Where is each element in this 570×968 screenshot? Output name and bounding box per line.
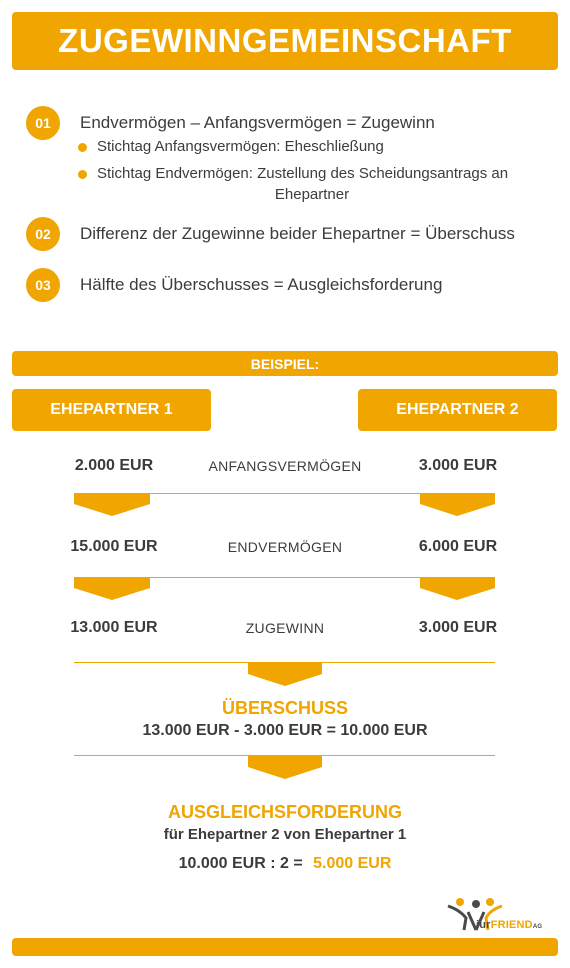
partner-1-value: 2.000 EUR [74, 457, 154, 474]
arrow-down-icon [248, 662, 322, 686]
claim-result: 5.000 EUR [313, 855, 392, 872]
row-1-connector [0, 488, 570, 520]
bullet-text: Ehepartner [274, 186, 350, 203]
step-number-badge: 01 [26, 106, 60, 140]
row-label: ANFANGSVERMÖGEN [208, 458, 362, 474]
zugewinn-connector [0, 658, 570, 690]
step-text: Endvermögen – Anfangsvermögen = Zugewinn [80, 113, 435, 132]
step-text: Hälfte des Überschusses = Ausgleichsforderung [80, 275, 443, 294]
claim-formula-line [60, 855, 510, 873]
bullet-text: Stichtag Endvermögen: Zustellung des Scheidungsantrags an [97, 165, 509, 182]
claim-heading: AUSGLEICHSFORDERUNG [167, 802, 402, 822]
footer-bar [12, 938, 558, 956]
claim-formula: 10.000 EUR : 2 = [178, 855, 303, 872]
arrow-down-icon [420, 493, 495, 516]
arrow-down-icon [74, 493, 150, 516]
page-title: ZUGEWINNGEMEINSCHAFT [58, 22, 512, 59]
bullet-text: Stichtag Anfangsvermögen: Eheschließung [97, 138, 384, 155]
row-label: ZUGEWINN [245, 620, 325, 636]
surplus-heading: ÜBERSCHUSS [221, 698, 349, 718]
partner-1-label: EHEPARTNER 1 [50, 401, 173, 418]
step-text: Differenz der Zugewinne beider Ehepartner = Überschuss [80, 224, 515, 243]
example-label: BEISPIEL: [250, 355, 320, 372]
step-number-badge: 02 [26, 217, 60, 251]
partner-2-header [358, 389, 557, 431]
bullet-item [78, 136, 527, 158]
partner-2-label: EHEPARTNER 2 [396, 401, 519, 418]
bullet-dot-icon [78, 143, 87, 152]
bullet-dot-icon [78, 170, 87, 179]
partner-1-value: 15.000 EUR [70, 538, 158, 555]
partner-2-value: 6.000 EUR [418, 538, 498, 555]
partner-1-header [12, 389, 211, 431]
partner-2-value: 3.000 EUR [418, 619, 498, 636]
row-label: ENDVERMÖGEN [227, 539, 343, 555]
arrow-down-icon [420, 577, 495, 600]
title-banner [12, 12, 558, 70]
logo-wordmark: iurFRIENDAG [476, 919, 543, 931]
row-2-connector [0, 572, 570, 604]
step-number-badge: 03 [26, 268, 60, 302]
arrow-down-icon [248, 755, 322, 779]
partner-2-value: 3.000 EUR [418, 457, 498, 474]
surplus-formula: 13.000 EUR - 3.000 EUR = 10.000 EUR [142, 722, 428, 739]
arrow-down-icon [74, 577, 150, 600]
bullet-item-continuation [78, 184, 527, 206]
surplus-connector [0, 751, 570, 783]
bullet-item [78, 163, 527, 185]
step-3 [26, 268, 442, 302]
step-1 [26, 106, 435, 140]
partner-1-value: 13.000 EUR [70, 619, 158, 636]
claim-subtitle: für Ehepartner 2 von Ehepartner 1 [163, 826, 407, 843]
step-2 [26, 217, 515, 251]
example-banner [12, 351, 558, 376]
